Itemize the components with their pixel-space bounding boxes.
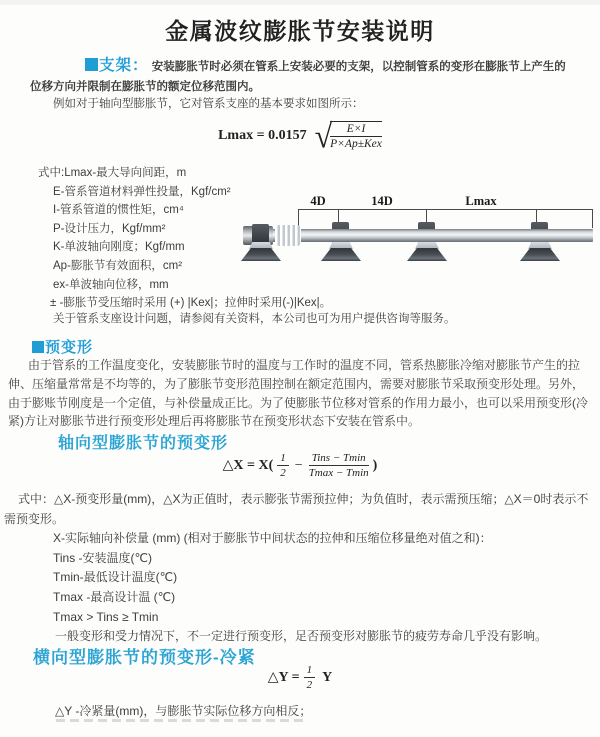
- formula1-numerator: E×I: [330, 122, 382, 137]
- axial-definition-item: X-实际轴向补偿量 (mm) (相对于膨胀节中间状态的拉伸和压缩位移量绝对值之和)：: [53, 531, 492, 545]
- cropped-text-line: [56, 719, 306, 722]
- page-title: 金属波纹膨胀节安装说明: [165, 18, 435, 44]
- formula2-half-fraction: [277, 452, 289, 479]
- axial-definition-item: Tmax -最高设计温 (℃): [53, 590, 176, 605]
- radical-sign: √: [314, 117, 333, 155]
- half-denominator: 2: [306, 679, 313, 691]
- preform-paragraph: 由于管系的工作温度变化，安装膨胀节时的温度与工作时的温度不同，管系热膨胀冷缩对膨胀节产生的拉伸、压缩量常常是不均等的，为了膨胀节变形范围控制在额定范围内，需要对膨胀节采取预变形处理。另外，由于膨账节刚度是一个定值，与补偿量成正比。为了使膨胀节位移对管系的作用力最小，也可以采用预变形(冷紧)方让对膨胀节进行预变形处理后再将膨胀节在预变形状态下安装在管系中。: [8, 358, 589, 429]
- support-pedestal: [528, 242, 552, 249]
- axial-definition-item: Tins -安装温度(℃): [53, 550, 153, 565]
- definition-item: 式中:Lmax-最大导向间距，m: [38, 167, 187, 179]
- formula3-lhs: △Y =: [267, 670, 300, 685]
- formula3-rhs: Y: [322, 669, 333, 685]
- formula3-half-fraction: [304, 664, 316, 691]
- dimension-tick: [338, 209, 339, 228]
- dimension-tick: [536, 209, 537, 228]
- support-example-line: 例如对于轴向型膨胀节，它对管系支座的基本要求如图所示：: [53, 98, 364, 110]
- temp-denominator: Tmax − Tmin: [308, 467, 369, 479]
- formula2-rhs: ): [372, 457, 378, 473]
- dim-label-lmax: Lmax: [465, 194, 497, 208]
- axial-preform-formula: [0, 452, 600, 479]
- definition-item: Ap-膨胀节有效面积，cm²: [53, 259, 183, 272]
- support-heading-label: 支架：: [99, 57, 149, 74]
- preform-section-heading: [32, 336, 93, 357]
- minus-sign: −: [294, 457, 303, 473]
- pipe-clamp: [418, 222, 435, 247]
- pipe-clamp: [332, 222, 349, 247]
- guide-spacing-formula: [0, 117, 600, 155]
- formula1-denominator: P×Ap±Kex: [330, 138, 382, 150]
- formula2-temp-fraction: [309, 452, 369, 479]
- half-numerator: 1: [304, 664, 316, 678]
- temp-numerator: Tins − Tmin: [309, 452, 369, 466]
- pipe-clamp: [531, 222, 548, 247]
- definition-item: I-管系管道的惯性矩，cm⁴: [53, 204, 184, 217]
- support-note: 关于管系支座设计问题，请参阅有关资料，本公司也可为用户提供咨询等服务。: [53, 313, 456, 325]
- section-marker-icon: [32, 341, 44, 353]
- dimension-tick: [426, 209, 427, 228]
- dim-label-14d: 14D: [371, 194, 393, 208]
- formula1-lhs: Lmax = 0.0157: [218, 128, 307, 143]
- definition-item: ex-单波轴向位移，mm: [53, 278, 169, 291]
- half-numerator: 1: [277, 452, 289, 466]
- definition-item: ± -膨胀节受压缩时采用 (+) |Kex|；拉伸时采用(-)|Kex|。: [50, 297, 332, 310]
- lateral-preform-formula: [0, 664, 600, 691]
- support-pedestal: [415, 242, 439, 249]
- support-base: [321, 248, 361, 261]
- definition-item: P-设计压力，Kgf/mm²: [53, 222, 166, 235]
- preform-heading-label: 预变形: [45, 339, 94, 356]
- half-denominator: 2: [280, 467, 286, 479]
- section-marker-icon: [85, 58, 98, 71]
- dimension-tick: [592, 209, 593, 228]
- axial-preform-heading: 轴向型膨胀节的预变形: [58, 435, 229, 452]
- dimension-line: [298, 209, 592, 210]
- support-base: [407, 248, 447, 261]
- definition-item: E-管系管道材料弹性投量，Kgf/cm²: [53, 185, 231, 198]
- support-intro-paragraph: [30, 56, 576, 97]
- axial-definition-item: Tmin-最低设计温度(℃): [53, 570, 178, 585]
- lateral-definition-item: △Y -冷紧量(mm)，与膨胀节实际位移方向相反；: [55, 704, 312, 718]
- axial-formula-explanation: 式中：△X-预变形量(mm)，△X为正值时，表示膨张节需预拉伸；为负值时，表示需预压缩；△X＝0时表示不需预变形。: [4, 492, 589, 526]
- axial-definitions-list: [53, 529, 492, 628]
- support-pedestal: [329, 242, 353, 249]
- page-top-strip: [0, 0, 600, 5]
- definition-item: K-单波轴向刚度；Kgf/mm: [53, 241, 185, 254]
- lateral-preform-heading: 横向型膨胀节的预变形-冷紧: [33, 648, 256, 667]
- support-base: [520, 248, 560, 261]
- axial-note: 一般变形和受力情况下，不一定进行预变形，足否预变形对膨胀节的疲劳寿命几乎没有影响。: [55, 629, 548, 643]
- dim-label-4d: 4D: [310, 194, 326, 208]
- support-section-heading: [85, 57, 149, 74]
- support-intro-text: 安装膨胀节时必须在管系上安装必要的支架，以控制管系的变形在膨胀节上产生的位移方向并限制在膨胀节的额定位移范围内。: [30, 61, 566, 93]
- axial-definition-item: Tmax > Tins ≥ Tmin: [53, 609, 159, 624]
- formula1-fraction: [330, 121, 382, 151]
- formula2-lhs: △X = X(: [222, 458, 274, 473]
